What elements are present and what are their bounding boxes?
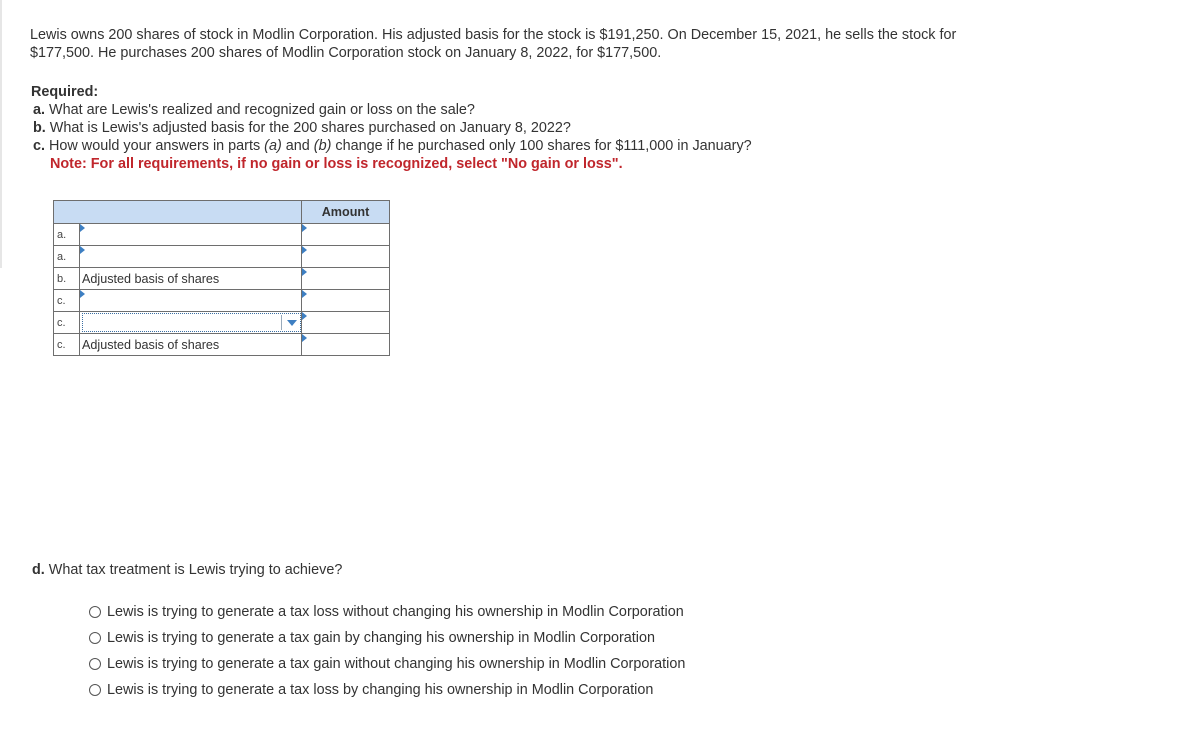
flag-icon	[80, 224, 85, 232]
requirement-c	[30, 137, 752, 155]
problem-statement: Lewis owns 200 shares of stock in Modlin Corporation. His adjusted basis for the stock is $191,250. On December 15, 2021, he sells the stock for $177,500. He purchases 200 shares of Modlin Corporation stock on January 8, 2022, for $177,500.	[30, 27, 957, 61]
requirements-block	[30, 83, 752, 173]
row-letter: a.	[54, 224, 80, 246]
question-d	[32, 562, 342, 578]
table-row	[54, 334, 390, 356]
flag-icon	[302, 246, 307, 254]
label-input-cell[interactable]	[80, 246, 302, 268]
requirement-c-text-2: and	[285, 138, 310, 154]
row-label: Adjusted basis of shares	[80, 268, 302, 290]
amount-input-cell[interactable]	[302, 290, 390, 312]
requirement-b-letter: b.	[33, 120, 46, 136]
radio-option[interactable]	[89, 677, 685, 703]
label-dropdown-cell[interactable]	[80, 312, 302, 334]
radio-option[interactable]	[89, 599, 685, 625]
flag-icon	[302, 290, 307, 298]
radio-button[interactable]	[89, 684, 101, 696]
amount-input-cell[interactable]	[302, 312, 390, 334]
flag-icon	[302, 312, 307, 320]
dropdown-separator	[281, 315, 282, 330]
label-input-cell[interactable]	[80, 224, 302, 246]
radio-button[interactable]	[89, 658, 101, 670]
requirement-c-text-1: How would your answers in parts	[49, 138, 261, 154]
requirement-c-ref-a: (a)	[264, 138, 282, 154]
table-row	[54, 246, 390, 268]
row-label: Adjusted basis of shares	[80, 334, 302, 356]
requirement-c-letter: c.	[33, 138, 46, 154]
label-input-cell[interactable]	[80, 290, 302, 312]
flag-icon	[80, 290, 85, 298]
requirement-b-text: What is Lewis's adjusted basis for the 200 shares purchased on January 8, 2022?	[49, 120, 571, 136]
question-d-text: What tax treatment is Lewis trying to achieve?	[48, 562, 343, 578]
radio-option-label[interactable]: Lewis is trying to generate a tax loss by changing his ownership in Modlin Corporation	[107, 682, 654, 698]
requirement-b	[30, 119, 752, 137]
header-blank-cell	[54, 201, 302, 224]
row-letter: a.	[54, 246, 80, 268]
requirement-a-letter: a.	[33, 102, 46, 118]
radio-option-label[interactable]: Lewis is trying to generate a tax gain by changing his ownership in Modlin Corporation	[107, 630, 655, 646]
radio-button[interactable]	[89, 606, 101, 618]
radio-option[interactable]	[89, 651, 685, 677]
flag-icon	[80, 246, 85, 254]
row-letter: b.	[54, 268, 80, 290]
amount-input-cell[interactable]	[302, 334, 390, 356]
flag-icon	[302, 268, 307, 276]
requirement-c-text-3: change if he purchased only 100 shares for $111,000 in January?	[335, 138, 752, 154]
answer-table	[53, 200, 390, 356]
amount-input-cell[interactable]	[302, 246, 390, 268]
requirement-a	[30, 101, 752, 119]
table-row	[54, 224, 390, 246]
amount-input-cell[interactable]	[302, 268, 390, 290]
required-heading: Required:	[31, 84, 99, 100]
requirement-a-text: What are Lewis's realized and recognized gain or loss on the sale?	[49, 102, 475, 118]
requirement-note: Note: For all requirements, if no gain or loss is recognized, select "No gain or loss".	[50, 156, 623, 172]
table-row	[54, 268, 390, 290]
answer-table-header	[54, 201, 390, 224]
radio-option[interactable]	[89, 625, 685, 651]
row-letter: c.	[54, 312, 80, 334]
question-d-options	[89, 599, 685, 703]
question-d-letter: d.	[32, 562, 45, 578]
row-letter: c.	[54, 334, 80, 356]
amount-column-header: Amount	[302, 201, 390, 224]
chevron-down-icon[interactable]	[287, 320, 297, 326]
label-dropdown[interactable]	[82, 313, 301, 332]
table-row	[54, 290, 390, 312]
requirement-c-ref-b: (b)	[313, 138, 332, 154]
table-row	[54, 312, 390, 334]
amount-input-cell[interactable]	[302, 224, 390, 246]
row-letter: c.	[54, 290, 80, 312]
flag-icon	[302, 224, 307, 232]
radio-button[interactable]	[89, 632, 101, 644]
radio-option-label[interactable]: Lewis is trying to generate a tax gain without changing his ownership in Modlin Corporation	[107, 656, 686, 672]
flag-icon	[302, 334, 307, 342]
left-edge-divider	[0, 0, 2, 268]
radio-option-label[interactable]: Lewis is trying to generate a tax loss without changing his ownership in Modlin Corporation	[107, 604, 684, 620]
